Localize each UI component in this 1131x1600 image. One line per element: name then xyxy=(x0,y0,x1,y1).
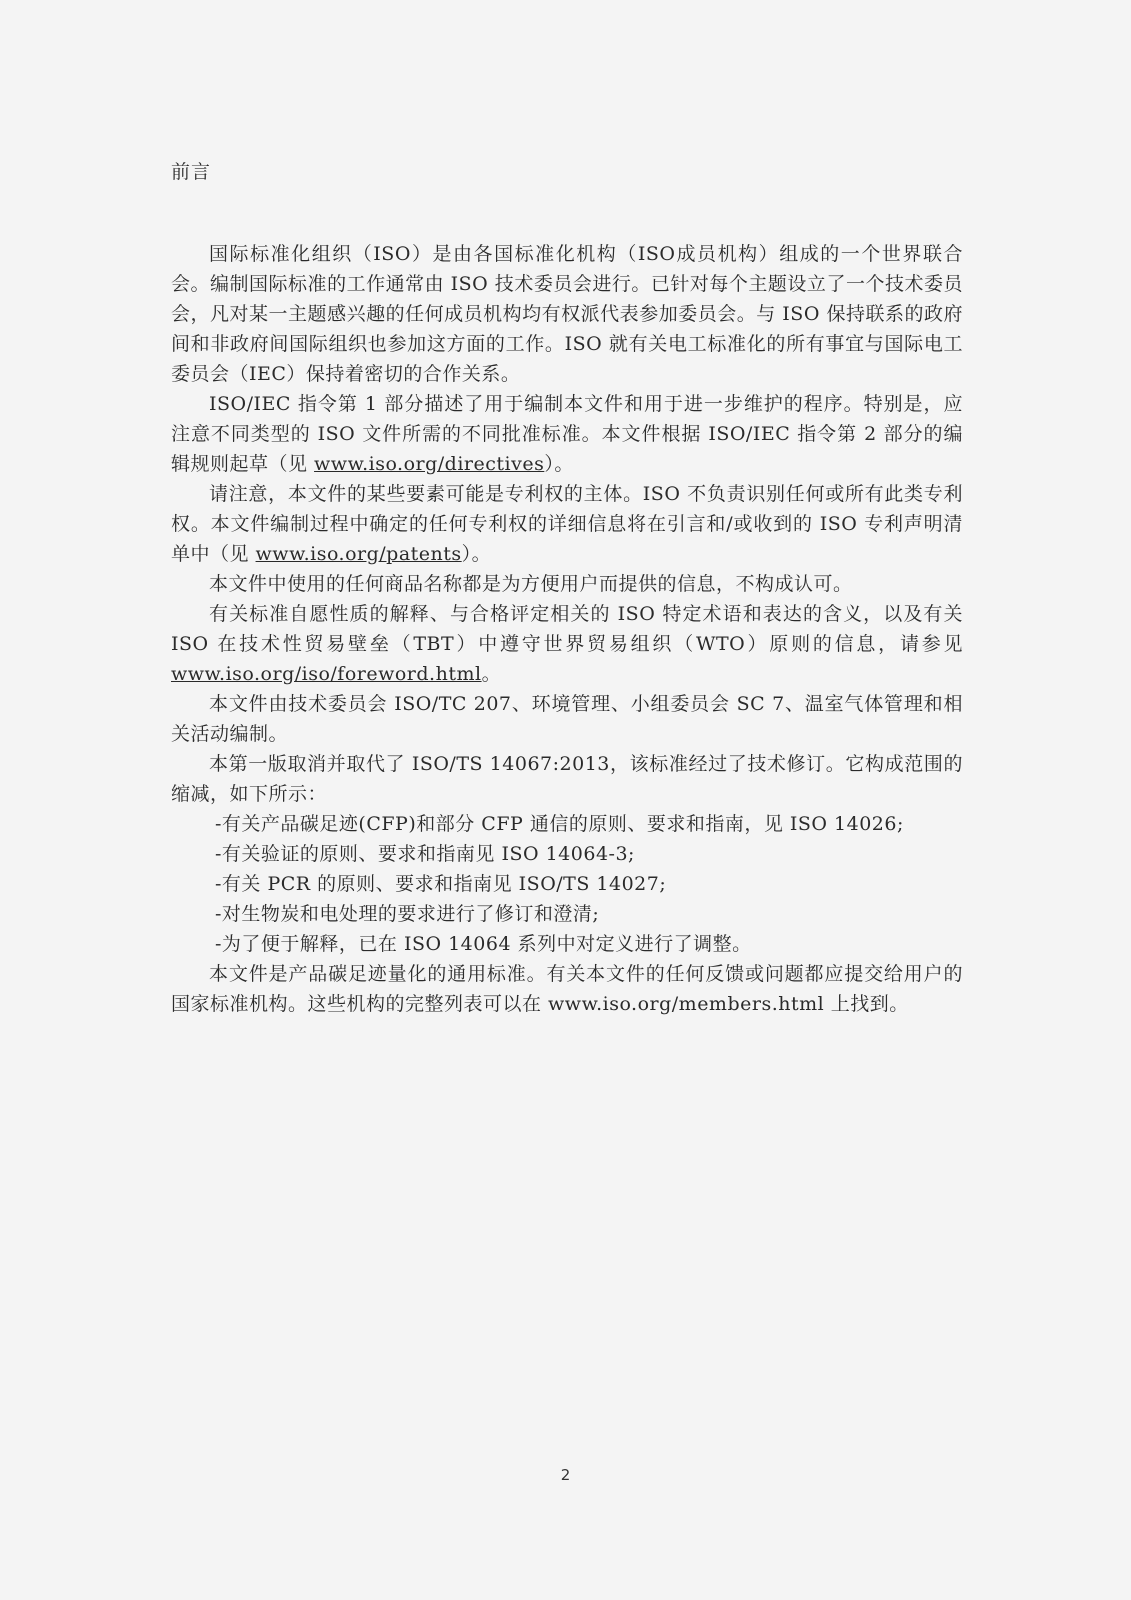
paragraph-edition: 本第一版取消并取代了 ISO/TS 14067:2013，该标准经过了技术修订。它构成范围的缩减，如下所示： xyxy=(171,753,963,805)
paragraph-feedback: 本文件是产品碳足迹量化的通用标准。有关本文件的任何反馈或问题都应提交给用户的国家标准机构。这些机构的完整列表可以在 www.iso.org/members.html 上找到。 xyxy=(171,963,963,1015)
document-body xyxy=(171,239,963,1019)
paragraph-text: 。 xyxy=(481,663,502,685)
paragraph-directives xyxy=(171,389,963,479)
list-item: -为了便于解释，已在 ISO 14064 系列中对定义进行了调整。 xyxy=(215,933,752,955)
paragraph-text: ）。 xyxy=(544,453,574,475)
list-item: -有关验证的原则、要求和指南见 ISO 14064-3; xyxy=(215,843,635,865)
page-number: 2 xyxy=(560,1466,571,1484)
list-item: -有关 PCR 的原则、要求和指南见 ISO/TS 14027; xyxy=(215,873,667,895)
paragraph-iso-intro: 国际标准化组织（ISO）是由各国标准化机构（ISO成员机构）组成的一个世界联合会。编制国际标准的工作通常由 ISO 技术委员会进行。已针对每个主题设立了一个技术委员会，凡对某一主题感兴趣的任何成员机构均有权派代表参加委员会。与 ISO 保持联系的政府间和非政府间国际组织也参加这方面的工作。ISO 就有关电工标准化的所有事宜与国际电工委员会（IEC）保持着密切的合作关系。 xyxy=(171,243,963,385)
paragraph-text: ）。 xyxy=(461,543,492,565)
foreword-link[interactable]: www.iso.org/iso/foreword.html xyxy=(171,663,482,685)
list-item: -有关产品碳足迹(CFP)和部分 CFP 通信的原则、要求和指南，见 ISO 14026; xyxy=(215,813,904,835)
paragraph-text: ISO/IEC 指令第 1 部分描述了用于编制本文件和用于进一步维护的程序。特别是，应注意不同类型的 ISO 文件所需的不同批准标准。本文件根据 ISO/IEC 指令第 2 部分的编辑规则起草（见 xyxy=(171,393,963,475)
paragraph-voluntary-nature xyxy=(171,599,963,689)
patents-link[interactable]: www.iso.org/patents xyxy=(255,543,462,565)
directives-link[interactable]: www.iso.org/directives xyxy=(314,453,545,475)
paragraph-text: 有关标准自愿性质的解释、与合格评定相关的 ISO 特定术语和表达的含义，以及有关 ISO 在技术性贸易壁垒（TBT）中遵守世界贸易组织（WTO）原则的信息，请参见 xyxy=(171,603,963,655)
paragraph-trade-names: 本文件中使用的任何商品名称都是为方便用户而提供的信息，不构成认可。 xyxy=(209,573,853,595)
paragraph-committee: 本文件由技术委员会 ISO/TC 207、环境管理、小组委员会 SC 7、温室气体管理和相关活动编制。 xyxy=(171,693,963,745)
list-item: -对生物炭和电处理的要求进行了修订和澄清; xyxy=(215,903,600,925)
paragraph-text: 请注意，本文件的某些要素可能是专利权的主体。ISO 不负责识别任何或所有此类专利权。本文件编制过程中确定的任何专利权的详细信息将在引言和/或收到的 ISO 专利声明清单中（见 xyxy=(171,483,963,565)
paragraph-patents xyxy=(171,479,963,569)
changes-list xyxy=(171,809,963,959)
page-title: 前言 xyxy=(171,161,212,183)
